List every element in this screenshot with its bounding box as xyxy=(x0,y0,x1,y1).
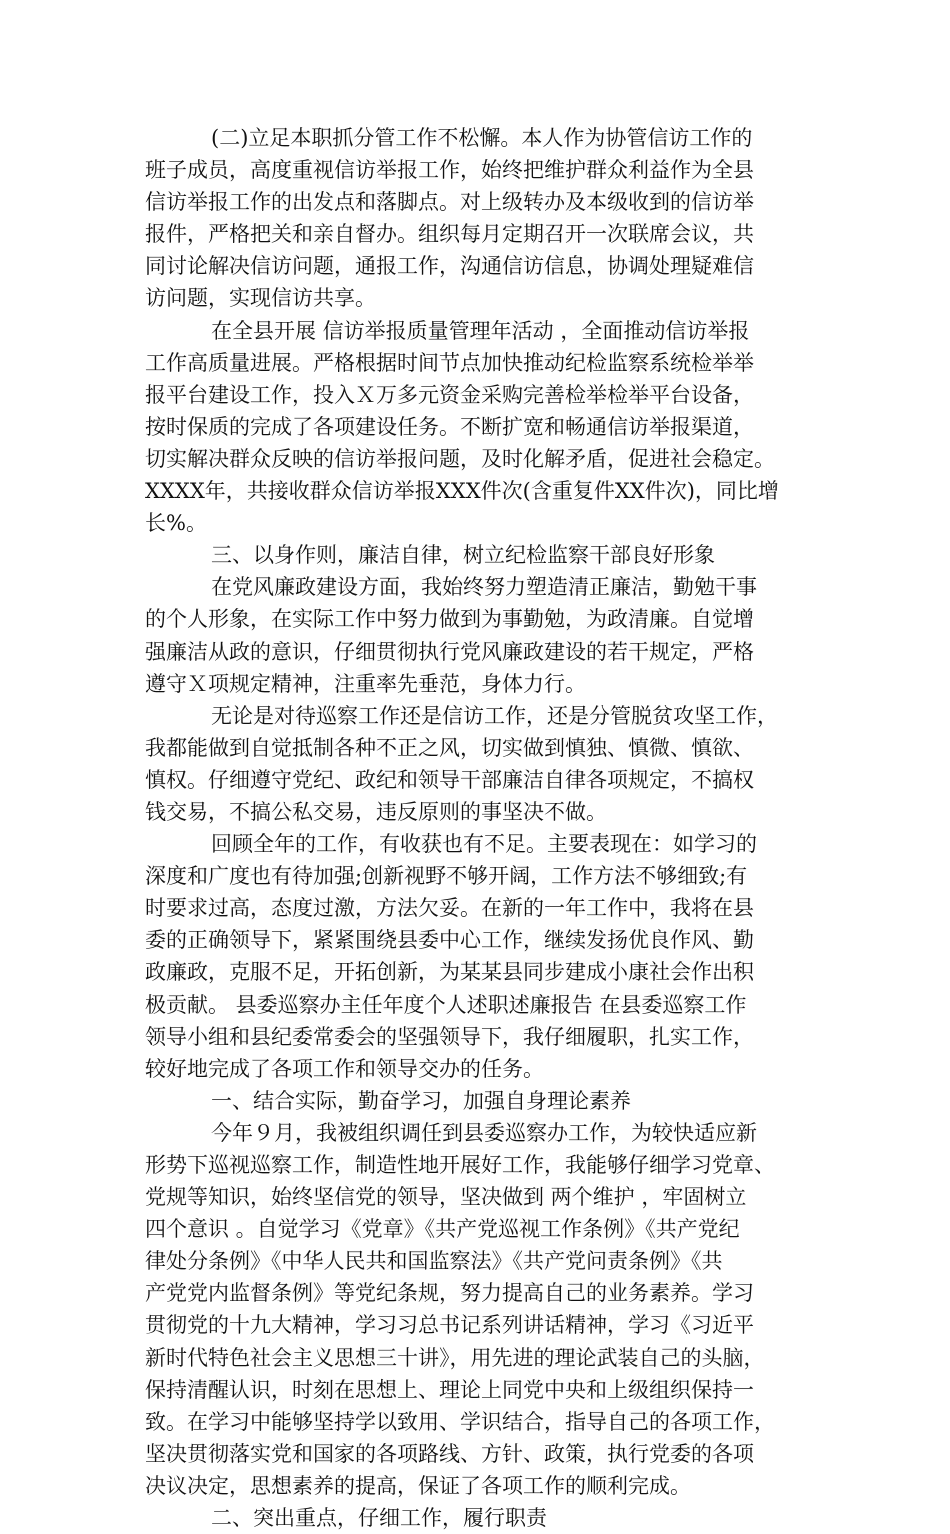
paragraph-first-line: 在党风廉政建设方面，我始终努力塑造清正廉洁，勤勉干事 xyxy=(211,575,757,600)
text-line: 慎权。仔细遵守党纪、政纪和领导干部廉洁自律各项规定，不搞权 xyxy=(145,767,754,792)
paragraph-first-line: 三、以身作则，廉洁自律，树立纪检监察干部良好形象 xyxy=(211,543,715,568)
text-line: 切实解决群众反映的信访举报问题，及时化解矛盾，促进社会稳定。 xyxy=(145,446,775,471)
text-line: 工作高质量进展。严格根据时间节点加快推动纪检监察系统检举举 xyxy=(145,350,754,375)
text-line: 访问题，实现信访共享。 xyxy=(145,286,376,311)
text-line: 委的正确领导下，紧紧围绕县委中心工作，继续发扬优良作风、勤 xyxy=(145,928,754,953)
paragraph-first-line: 二、突出重点，仔细工作，履行职责 xyxy=(211,1506,547,1531)
paragraph-first-line: 今年９月，我被组织调任到县委巡察办工作，为较快适应新 xyxy=(211,1120,757,1145)
text-line: 领导小组和县纪委常委会的坚强领导下，我仔细履职，扎实工作， xyxy=(145,1024,754,1049)
text-line: 同讨论解决信访问题，通报工作，沟通信访信息，协调处理疑难信 xyxy=(145,254,754,279)
text-line: 时要求过高，态度过激，方法欠妥。在新的一年工作中，我将在县 xyxy=(145,896,754,921)
text-line: 信访举报工作的出发点和落脚点。对上级转办及本级收到的信访举 xyxy=(145,190,754,215)
paragraph-first-line: 无论是对待巡察工作还是信访工作，还是分管脱贫攻坚工作， xyxy=(211,703,778,728)
text-line: 形势下巡视巡察工作，制造性地开展好工作，我能够仔细学习党章、 xyxy=(145,1153,775,1177)
text-line: 班子成员，高度重视信访举报工作，始终把维护群众利益作为全县 xyxy=(145,158,754,183)
text-line: 党规等知识，始终坚信党的领导，坚决做到 两个维护 ，牢固树立 xyxy=(145,1185,747,1210)
text-line: 贯彻党的十九大精神，学习习总书记系列讲话精神，学习《习近平 xyxy=(145,1313,754,1338)
text-line: 长%。 xyxy=(145,511,207,536)
text-line: 钱交易，不搞公私交易，违反原则的事坚决不做。 xyxy=(145,799,607,824)
text-line: 较好地完成了各项工作和领导交办的任务。 xyxy=(145,1056,544,1081)
text-line: 决议决定，思想素养的提高，保证了各项工作的顺利完成。 xyxy=(145,1473,691,1498)
text-line: 政廉政，克服不足，开拓创新，为某某县同步建成小康社会作出积 xyxy=(145,960,754,985)
text-line: 报平台建设工作，投入Ｘ万多元资金采购完善检举检举平台设备， xyxy=(145,382,754,407)
text-line: XXXX年，共接收群众信访举报XXX件次(含重复件XX件次)，同比增 xyxy=(145,479,779,504)
paragraph-first-line: 回顾全年的工作，有收获也有不足。主要表现在：如学习的 xyxy=(211,832,757,857)
paragraph-first-line: (二)立足本职抓分管工作不松懈。本人作为协管信访工作的 xyxy=(211,126,753,150)
text-line: 遵守Ｘ项规定精神，注重率先垂范，身体力行。 xyxy=(145,671,586,696)
text-line: 深度和广度也有待加强;创新视野不够开阔，工作方法不够细致;有 xyxy=(145,864,748,889)
text-line: 律处分条例》《中华人民共和国监察法》《共产党问责条例》《共 xyxy=(145,1249,723,1274)
text-line: 新时代特色社会主义思想三十讲》，用先进的理论武装自己的头脑， xyxy=(145,1345,765,1370)
text-line: 致。在学习中能够坚持学以致用、学识结合，指导自己的各项工作， xyxy=(145,1409,775,1434)
text-line: 四个意识 。自觉学习《党章》《共产党巡视工作条例》《共产党纪 xyxy=(145,1217,740,1242)
paragraph-first-line: 在全县开展 信访举报质量管理年活动 ，全面推动信访举报 xyxy=(211,318,750,343)
text-line: 我都能做到自觉抵制各种不正之风，切实做到慎独、慎微、慎欲、 xyxy=(145,735,754,760)
text-line: 保持清醒认识，时刻在思想上、理论上同党中央和上级组织保持一 xyxy=(145,1377,754,1402)
text-line: 报件，严格把关和亲自督办。组织每月定期召开一次联席会议，共 xyxy=(145,222,754,247)
text-line: 产党党内监督条例》等党纪条规，努力提高自己的业务素养。学习 xyxy=(145,1281,754,1306)
paragraph-first-line: 一、结合实际，勤奋学习，加强自身理论素养 xyxy=(211,1088,631,1113)
document-body xyxy=(145,122,817,1534)
text-line: 强廉洁从政的意识，仔细贯彻执行党风廉政建设的若干规定，严格 xyxy=(145,639,754,664)
text-line: 的个人形象，在实际工作中努力做到为事勤勉，为政清廉。自觉增 xyxy=(145,607,754,632)
text-line: 极贡献。 县委巡察办主任年度个人述职述廉报告 在县委巡察工作 xyxy=(145,992,747,1017)
text-line: 按时保质的完成了各项建设任务。不断扩宽和畅通信访举报渠道， xyxy=(145,414,754,439)
text-line: 坚决贯彻落实党和国家的各项路线、方针、政策，执行党委的各项 xyxy=(145,1441,754,1466)
